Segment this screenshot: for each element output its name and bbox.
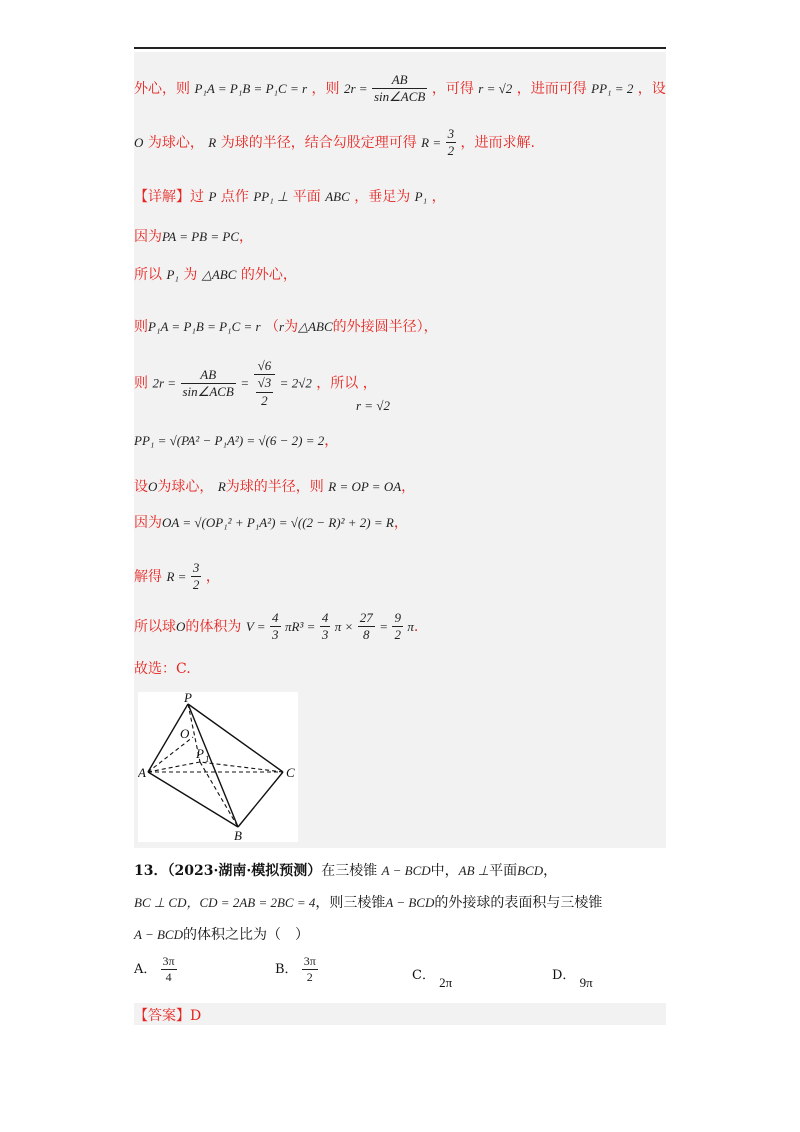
math: △ABC: [201, 267, 237, 282]
detail-line-1: [134, 186, 446, 206]
label-B: B: [234, 828, 242, 842]
numerator: √3: [256, 375, 274, 392]
answer-background: [134, 1003, 666, 1025]
text: 为球心，: [147, 134, 204, 151]
detail-line-11: [134, 658, 191, 678]
segment-AO: [148, 737, 193, 772]
text: 点作: [220, 189, 249, 205]
option-label: A．: [134, 962, 157, 977]
fraction: [254, 358, 276, 409]
answer-tag: 【答案】: [134, 1008, 190, 1024]
math: PP₁ = 2: [591, 80, 634, 96]
detail-line-9: [134, 560, 220, 594]
math: A − BCD: [134, 927, 183, 942]
text: 因为: [134, 515, 162, 531]
text: ，则: [311, 80, 340, 97]
option-label: B．: [275, 962, 298, 977]
math: r = √2: [356, 398, 390, 413]
numerator: 4: [320, 610, 331, 627]
fraction: [446, 126, 457, 160]
fraction: [161, 954, 177, 985]
denominator: [254, 375, 276, 409]
analysis-line-1: [134, 72, 666, 106]
math: OA = √(OP₁² + P₁A²) = √((2 − R)² + 2) = R: [162, 515, 394, 530]
text: ，进而求解.: [460, 134, 535, 151]
denominator: sin∠ACB: [182, 383, 234, 399]
question-line-1: [134, 860, 557, 880]
text: ，: [205, 568, 220, 585]
numerator: 3π: [303, 954, 316, 968]
text: 故选：C.: [134, 661, 191, 677]
math: ABC: [325, 189, 350, 204]
math: 2r =: [343, 80, 368, 96]
question-line-3: [134, 924, 309, 944]
numerator: 9: [392, 610, 403, 627]
math: BCD: [517, 863, 544, 878]
text: ，: [324, 433, 339, 449]
segment-AP1: [148, 762, 200, 772]
fraction: [181, 367, 236, 401]
numerator: AB: [181, 367, 236, 384]
option-d[interactable]: [552, 964, 593, 990]
edge-AB: [148, 772, 238, 827]
math: PA = PB = PC: [162, 229, 240, 244]
denominator: 3: [321, 627, 329, 643]
detail-line-7: [134, 476, 415, 496]
numerator: 3: [446, 126, 457, 143]
header-rule: [134, 47, 666, 49]
text: 的外接球的表面积与三棱锥: [434, 895, 603, 911]
fraction: [270, 610, 281, 644]
text: 解得: [134, 568, 162, 585]
math: AB ⊥: [458, 863, 490, 878]
math: O: [176, 618, 186, 634]
denominator: 2: [192, 577, 200, 593]
fraction: [358, 610, 375, 644]
text: ，: [543, 863, 558, 879]
text: 所以球: [134, 618, 176, 635]
numerator: 3π: [162, 954, 175, 968]
denominator: sin∠ACB: [373, 89, 426, 105]
detail-line-10: [134, 610, 418, 644]
math: R =: [166, 568, 187, 584]
numerator: AB: [372, 72, 427, 89]
math: 2r =: [152, 375, 177, 391]
numerator: 3: [191, 560, 202, 577]
denominator: 2: [447, 143, 455, 159]
text: 的体积之比为（ ）: [182, 927, 309, 943]
text: ，: [401, 479, 416, 495]
text: 过: [190, 189, 204, 205]
math: P₁: [166, 267, 179, 282]
pyramid-diagram: [138, 692, 298, 842]
answer-value: D: [190, 1008, 202, 1024]
denominator: 2: [261, 392, 268, 408]
math: O: [148, 479, 158, 494]
math: PP₁ ⊥: [253, 189, 289, 204]
text: 为: [183, 267, 198, 283]
text: 的外接圆半径），: [332, 319, 438, 335]
text: 为球心，: [157, 479, 214, 495]
option-a[interactable]: [134, 954, 177, 985]
text: ，垂足为: [354, 189, 411, 205]
question-line-2: [134, 892, 602, 912]
math: V =: [245, 618, 266, 634]
text: .: [413, 618, 419, 635]
text: 在三棱锥: [321, 863, 378, 879]
math: r = √2: [478, 80, 513, 96]
detail-line-3: [134, 264, 297, 284]
math: P₁A = P₁B = P₁C = r: [148, 319, 261, 334]
detail-line-5: [134, 358, 377, 409]
text: ，: [362, 375, 377, 392]
math: R = OP = OA: [328, 479, 402, 494]
label-P: P: [184, 692, 192, 705]
text: 平面: [489, 863, 518, 879]
fraction: [256, 375, 274, 409]
text: ，: [239, 229, 254, 245]
math: P: [208, 189, 217, 204]
math: π ×: [334, 618, 354, 634]
math: A − BCD: [385, 895, 435, 910]
detail-line-2: [134, 226, 253, 246]
fraction: [302, 954, 318, 985]
math: =: [240, 375, 250, 391]
math: A − BCD: [381, 863, 431, 878]
text: 的体积为: [185, 618, 242, 635]
detail-line-4: [134, 316, 438, 336]
detail-tag: 【详解】: [134, 189, 190, 205]
pyramid-figure: [138, 692, 298, 842]
label-C: C: [286, 765, 295, 780]
analysis-line-2: [134, 126, 535, 160]
edge-CB: [238, 772, 283, 827]
label-A: A: [138, 765, 146, 780]
numerator: 4: [270, 610, 281, 627]
fraction: [191, 560, 202, 594]
denominator: 2: [394, 627, 401, 643]
math: BC ⊥ CD，CD = 2AB = 2BC = 4: [134, 895, 316, 910]
math: R: [208, 134, 217, 150]
detail-line-8: [134, 512, 408, 532]
label-O: O: [180, 726, 190, 741]
text: 中，: [430, 863, 459, 879]
text: 的外心，: [240, 267, 297, 283]
fraction: [392, 610, 403, 644]
denominator: 8: [363, 627, 370, 643]
fraction: [320, 610, 331, 644]
option-c[interactable]: [412, 964, 453, 990]
math: △ABC: [298, 319, 333, 334]
text: ，: [431, 189, 446, 205]
label-P1-subscript: 1: [205, 754, 210, 764]
math: r: [279, 319, 285, 334]
text: ，设: [637, 80, 666, 97]
detail-line-5b: [356, 398, 390, 414]
text: 则: [134, 319, 148, 335]
text: 平面: [292, 189, 321, 205]
math: = 2√2: [279, 375, 312, 391]
text: 则: [134, 375, 148, 392]
text: 设: [134, 479, 148, 495]
question-source: （2023·湖南·模拟预测）: [167, 863, 322, 879]
denominator: 4: [165, 970, 172, 984]
math: PP₁ = √(PA² − P₁A²) = √(6 − 2) = 2: [134, 433, 325, 448]
math: π: [407, 618, 414, 634]
detail-line-6: [134, 430, 338, 450]
denominator: 3: [272, 627, 279, 643]
math: R: [217, 479, 226, 494]
option-label: C．: [412, 968, 435, 983]
math: P₁A = P₁B = P₁C = r: [194, 80, 308, 96]
option-value: 9π: [579, 975, 593, 990]
text: ，则三棱锥: [315, 895, 386, 911]
label-P1: P: [196, 746, 204, 761]
text: ，进而可得: [516, 80, 587, 97]
text: 因为: [134, 229, 162, 245]
denominator: 2: [306, 970, 313, 984]
numerator: 27: [358, 610, 375, 627]
text: 所以: [134, 267, 162, 283]
math: O: [134, 134, 144, 150]
math: P₁: [414, 189, 428, 204]
option-label: D．: [552, 968, 576, 983]
numerator: √6: [254, 358, 276, 375]
answer-line: [134, 1005, 201, 1025]
text: （: [265, 319, 280, 335]
text: 外心，则: [134, 80, 190, 97]
text: 为: [284, 319, 299, 335]
text: ，: [393, 515, 408, 531]
math: πR³ =: [284, 618, 316, 634]
text: 为球的半径，则: [225, 479, 324, 495]
text: ，所以: [316, 375, 359, 392]
question-number: 13．: [134, 863, 168, 879]
text: ，可得: [431, 80, 474, 97]
math: R =: [421, 134, 442, 150]
fraction: [372, 72, 427, 106]
option-b[interactable]: [275, 954, 318, 985]
math: =: [379, 618, 388, 634]
text: 为球的半径，结合勾股定理可得: [220, 134, 417, 151]
option-value: 2π: [439, 975, 453, 990]
